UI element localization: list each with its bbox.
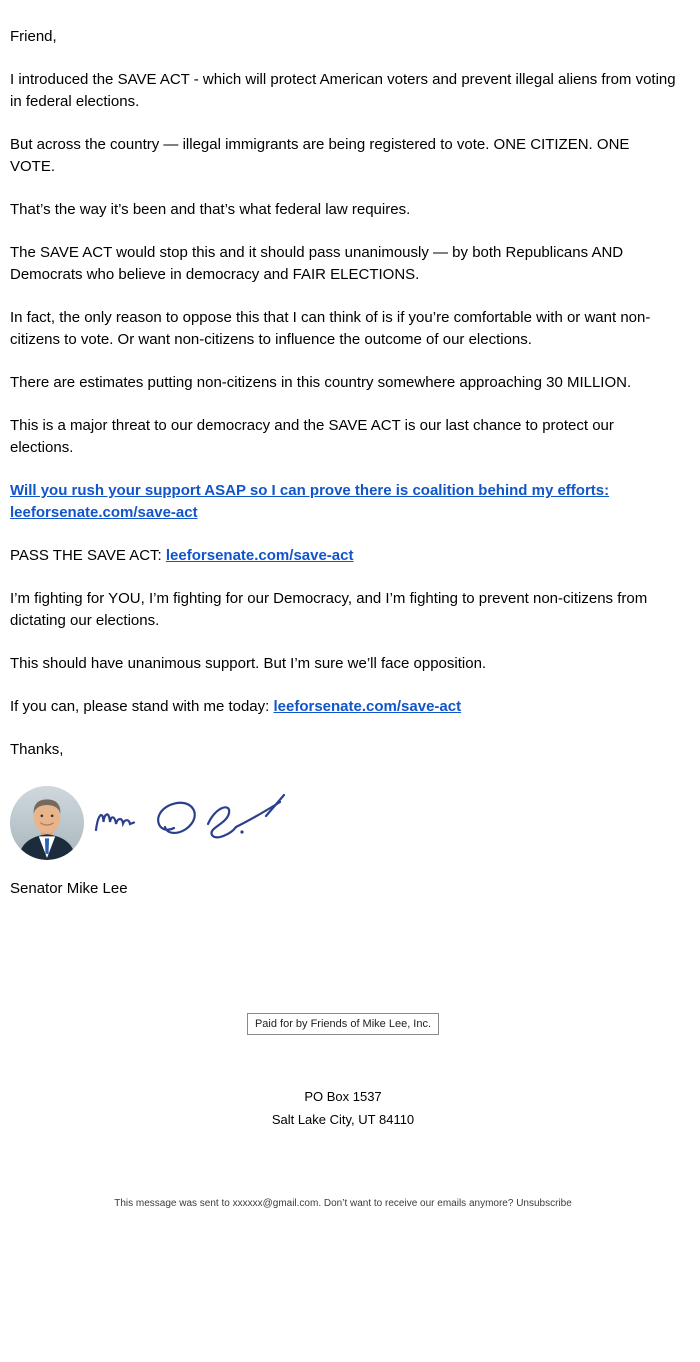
rush-support-paragraph bbox=[10, 480, 676, 524]
body-paragraph: There are estimates putting non-citizens in this country somewhere approaching 30 MILLION. bbox=[10, 374, 632, 391]
save-act-link[interactable]: leeforsenate.com/save-act bbox=[165, 547, 354, 564]
unsubscribe-link[interactable]: Unsubscribe bbox=[516, 1198, 572, 1209]
sender-photo-image bbox=[10, 786, 84, 860]
stand-with-me-text: If you can, please stand with me today: bbox=[10, 698, 274, 715]
sender-name: Senator Mike Lee bbox=[10, 880, 128, 897]
closing: Thanks, bbox=[10, 741, 64, 758]
greeting: Friend, bbox=[10, 28, 57, 45]
body-paragraph: This is a major threat to our democracy and the SAVE ACT is our last chance to protect our elections. bbox=[10, 417, 614, 456]
sender-photo bbox=[10, 786, 84, 860]
signature-block bbox=[10, 782, 676, 864]
body-paragraph: In fact, the only reason to oppose this that I can think of is if you’re comfortable with or want non-citizens to vote. Or want non-citizens to influence the outcome of our elections. bbox=[10, 309, 651, 348]
address-line-2: Salt Lake City, UT 84110 bbox=[271, 1112, 415, 1127]
body-paragraph: But across the country — illegal immigrants are being registered to vote. ONE CITIZEN. ONE VOTE. bbox=[10, 136, 630, 175]
body-paragraph: I introduced the SAVE ACT - which will protect American voters and prevent illegal aliens from voting in federal elections. bbox=[10, 71, 676, 110]
body-paragraph: This should have unanimous support. But I’m sure we’ll face opposition. bbox=[10, 655, 487, 672]
footer-text: This message was sent to xxxxxx@gmail.com. Don’t want to receive our emails anymore? bbox=[114, 1198, 517, 1209]
body-paragraph: The SAVE ACT would stop this and it should pass unanimously — by both Republicans AND Democrats who believe in democracy and FAIR ELECTIONS. bbox=[10, 244, 624, 283]
stand-with-me-paragraph bbox=[10, 696, 676, 718]
paid-for-disclaimer: Paid for by Friends of Mike Lee, Inc. bbox=[247, 1013, 439, 1035]
body-paragraph: I’m fighting for YOU, I’m fighting for our Democracy, and I’m fighting to prevent non-citizens from dictating our elections. bbox=[10, 590, 648, 629]
address-line-1: PO Box 1537 bbox=[304, 1089, 382, 1104]
rush-support-link[interactable]: Will you rush your support ASAP so I can prove there is coalition behind my efforts: leeforsenate.com/save-act bbox=[10, 482, 610, 521]
pass-act-text: PASS THE SAVE ACT: bbox=[10, 547, 166, 564]
body-paragraph: That’s the way it’s been and that’s what federal law requires. bbox=[10, 201, 411, 218]
signature-image bbox=[90, 788, 286, 859]
pass-act-paragraph bbox=[10, 545, 676, 567]
footer bbox=[10, 1197, 676, 1210]
disclaimer-row bbox=[10, 1012, 676, 1035]
stand-with-me-link[interactable]: leeforsenate.com/save-act bbox=[273, 698, 462, 715]
mailing-address bbox=[10, 1085, 676, 1131]
